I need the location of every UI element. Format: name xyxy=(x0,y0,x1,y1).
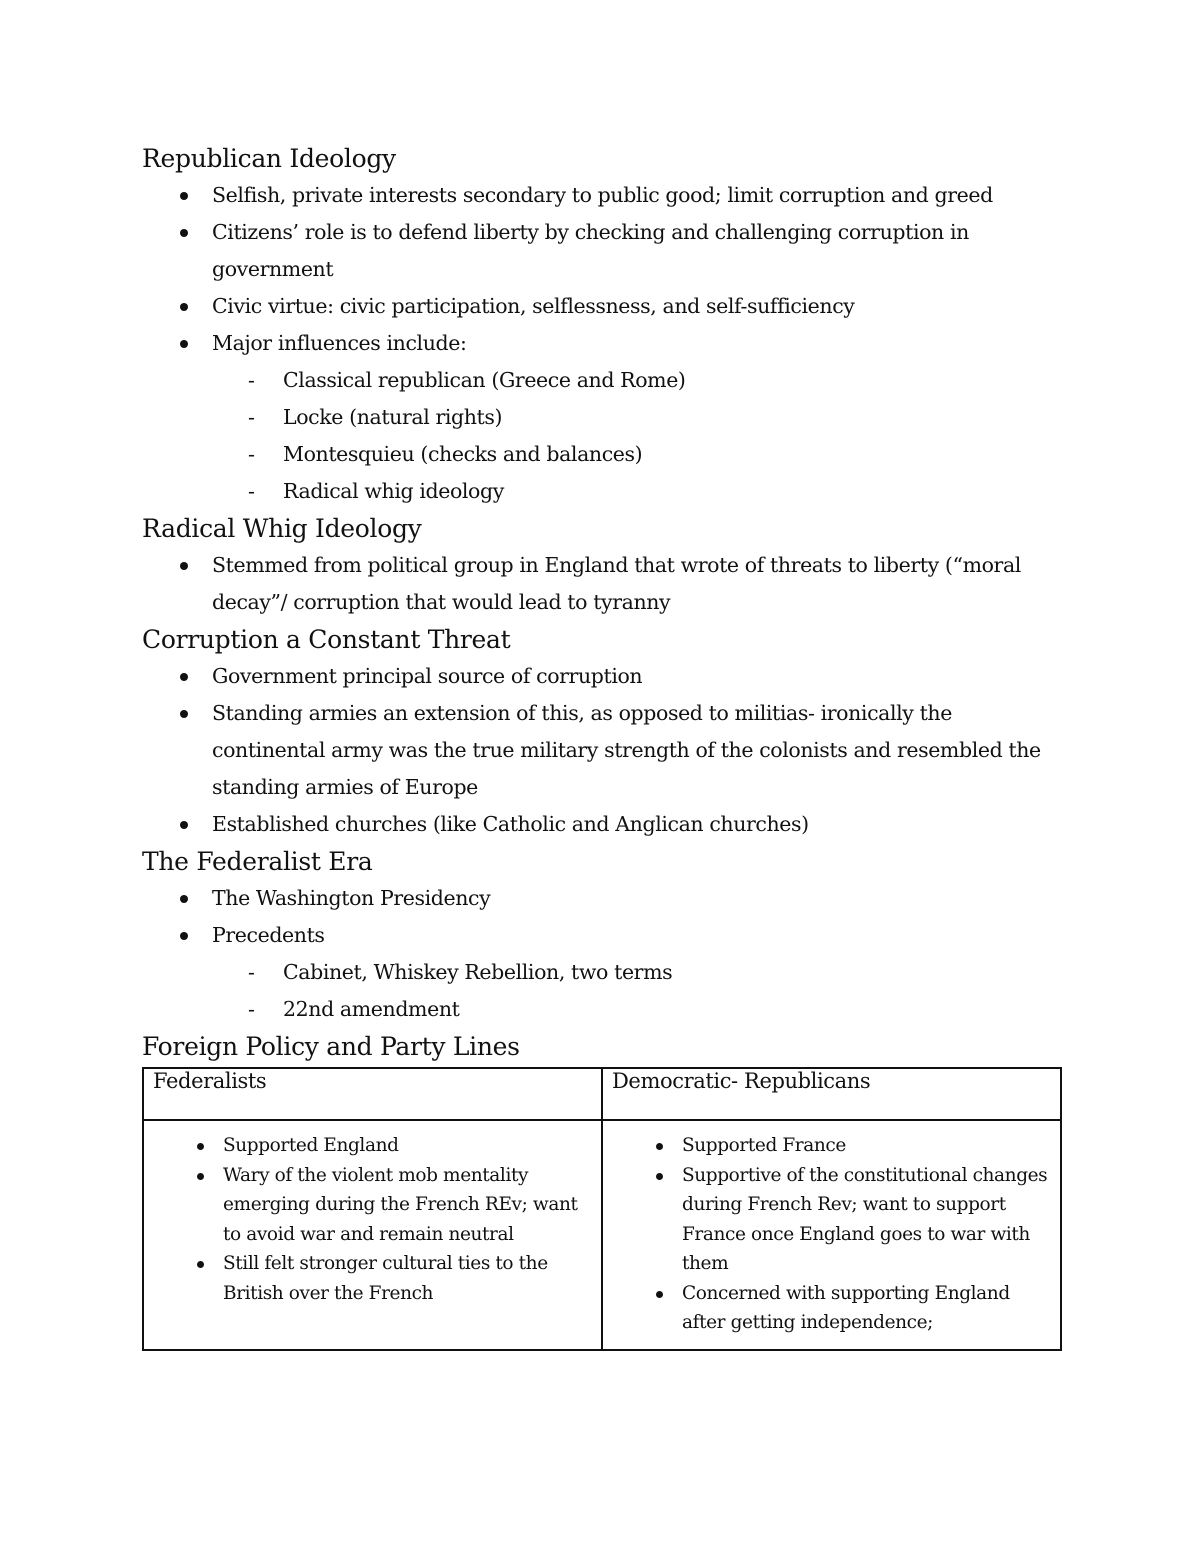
sub-list-major-influences xyxy=(142,362,1062,510)
table-cell-democratic-republicans xyxy=(602,1120,1061,1350)
bullet-list-radical-whig xyxy=(142,547,1062,621)
federalists-list xyxy=(153,1131,592,1308)
section-title-radical-whig: Radical Whig Ideology xyxy=(142,514,422,543)
bullet-item: Stemmed from political group in England that wrote of threats to liberty (“moral decay”/ corruption that would lead to tyranny xyxy=(142,547,1062,621)
section-title-federalist-era: The Federalist Era xyxy=(142,847,373,876)
table-header-federalists: Federalists xyxy=(143,1068,602,1120)
list-item: Supported England xyxy=(153,1131,592,1161)
table-row xyxy=(143,1120,1061,1350)
bullet-list-federalist-era xyxy=(142,880,1062,954)
list-item: Supported France xyxy=(612,1131,1051,1161)
bullet-item: Established churches (like Catholic and Anglican churches) xyxy=(142,806,1062,843)
bullet-item: Standing armies an extension of this, as opposed to militias- ironically the continental army was the true military strength of the colonists and resembled the standing armies of Europe xyxy=(142,695,1062,806)
bullet-list-corruption xyxy=(142,658,1062,843)
bullet-item: Precedents xyxy=(142,917,1062,954)
sub-item: - 22nd amendment xyxy=(142,991,1062,1028)
list-item: Concerned with supporting England after getting independence; xyxy=(612,1279,1051,1338)
bullet-item: Civic virtue: civic participation, selflessness, and self-sufficiency xyxy=(142,288,1062,325)
democratic-republicans-list xyxy=(612,1131,1051,1338)
sub-item: - Radical whig ideology xyxy=(142,473,1062,510)
table-header-democratic-republicans: Democratic- Republicans xyxy=(602,1068,1061,1120)
list-item: Supportive of the constitutional changes during French Rev; want to support France once England goes to war with them xyxy=(612,1161,1051,1279)
table-header-row xyxy=(143,1068,1061,1120)
section-title-foreign-policy: Foreign Policy and Party Lines xyxy=(142,1032,520,1061)
sub-item: - Classical republican (Greece and Rome) xyxy=(142,362,1062,399)
list-item: Still felt stronger cultural ties to the British over the French xyxy=(153,1249,592,1308)
bullet-item: Major influences include: xyxy=(142,325,1062,362)
bullet-item: Government principal source of corruption xyxy=(142,658,1062,695)
bullet-list-republican-ideology xyxy=(142,177,1062,362)
bullet-item: Citizens’ role is to defend liberty by checking and challenging corruption in government xyxy=(142,214,1062,288)
sub-item: - Cabinet, Whiskey Rebellion, two terms xyxy=(142,954,1062,991)
bullet-item: The Washington Presidency xyxy=(142,880,1062,917)
sub-list-precedents xyxy=(142,954,1062,1028)
section-title-republican-ideology: Republican Ideology xyxy=(142,144,396,173)
section-title-corruption: Corruption a Constant Threat xyxy=(142,625,511,654)
sub-item: - Locke (natural rights) xyxy=(142,399,1062,436)
table-cell-federalists xyxy=(143,1120,602,1350)
list-item: Wary of the violent mob mentality emerging during the French REv; want to avoid war and remain neutral xyxy=(153,1161,592,1250)
party-comparison-table xyxy=(142,1067,1062,1351)
document-page xyxy=(142,140,1062,1351)
bullet-item: Selfish, private interests secondary to public good; limit corruption and greed xyxy=(142,177,1062,214)
sub-item: - Montesquieu (checks and balances) xyxy=(142,436,1062,473)
